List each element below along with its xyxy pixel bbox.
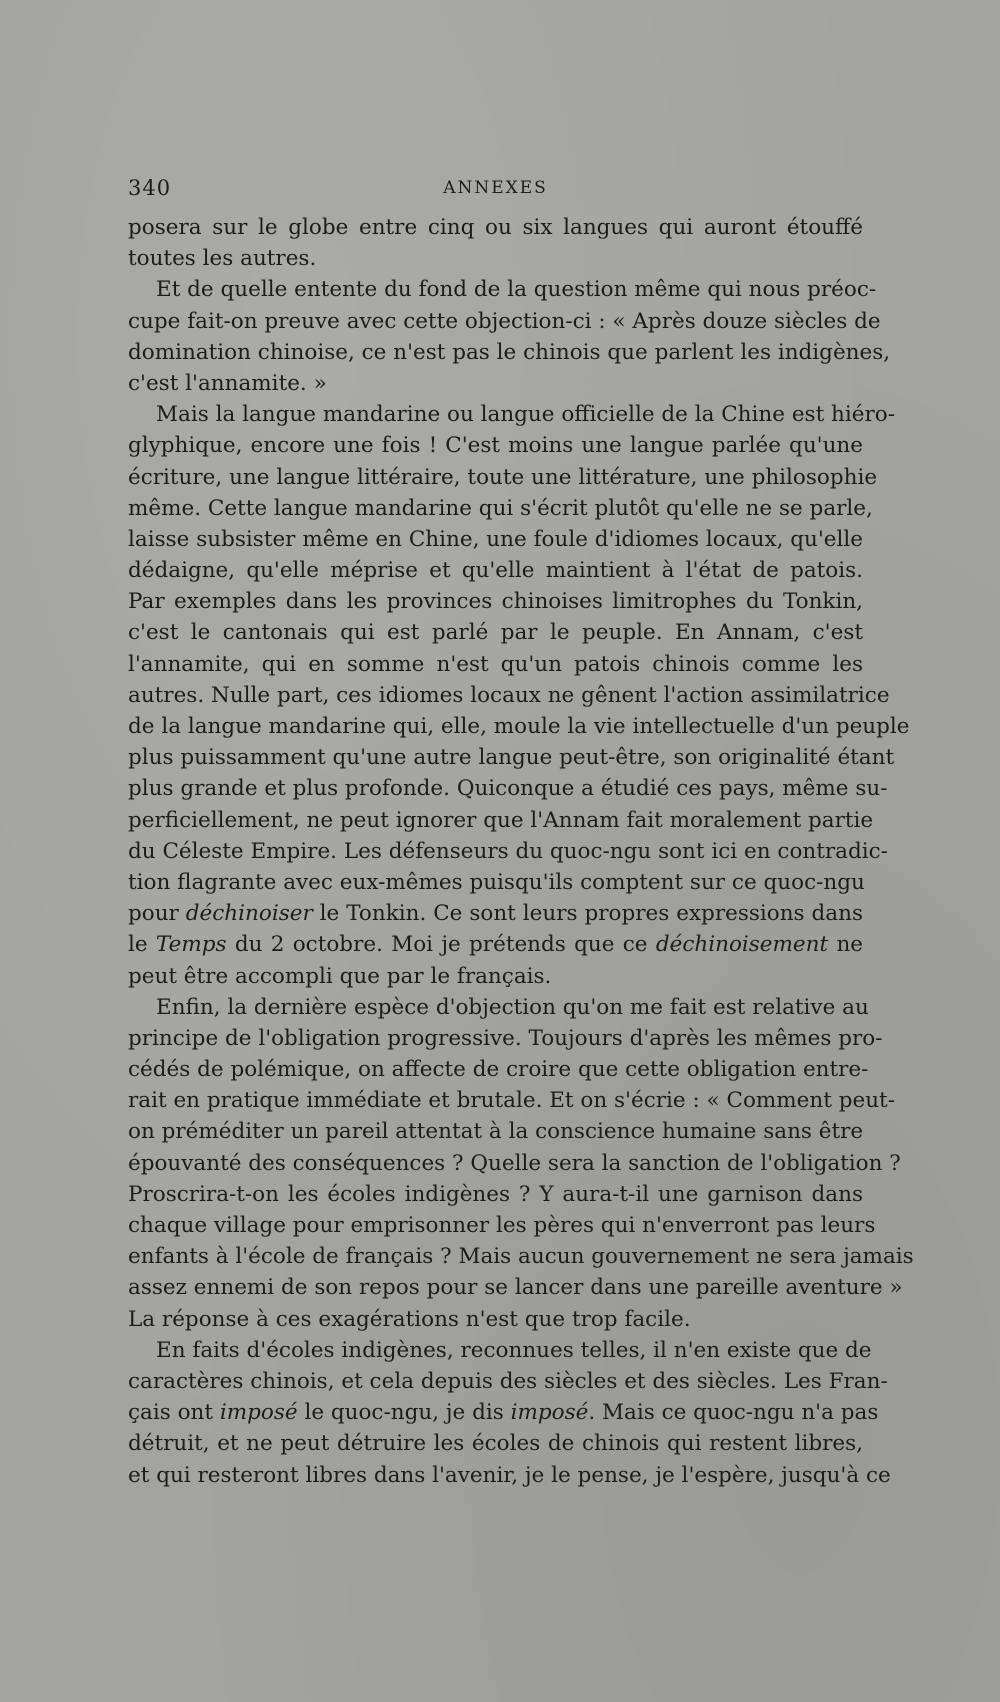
page-header — [128, 176, 863, 206]
text-line: toutes les autres. — [128, 246, 317, 272]
text-line: pour déchinoiser le Tonkin. Ce sont leurs propres expressions dans — [128, 901, 863, 927]
text-line: peut être accompli que par le français. — [128, 963, 552, 989]
text-line: c'est l'annamite. » — [128, 370, 327, 396]
text-line: caractères chinois, et cela depuis des siècles et des siècles. Les Fran- — [128, 1368, 888, 1394]
text-line: laisse subsister même en Chine, une foule d'idiomes locaux, qu'elle — [128, 526, 863, 552]
text-line: c'est le cantonais qui est parlé par le peuple. En Annam, c'est — [128, 620, 863, 646]
text-line: du Céleste Empire. Les défenseurs du quoc-ngu sont ici en contradic- — [128, 838, 888, 864]
text-line: et qui resteront libres dans l'avenir, je le pense, je l'espère, jusqu'à ce — [128, 1462, 891, 1488]
text-line: glyphique, encore une fois ! C'est moins une langue parlée qu'une — [128, 433, 863, 459]
italic-term: déchinoisement — [655, 932, 829, 958]
text-line: plus grande et plus profonde. Quiconque a étudié ces pays, même su- — [128, 776, 888, 802]
italic-term: imposé — [510, 1400, 589, 1426]
text-line: posera sur le globe entre cinq ou six langues qui auront étouffé — [128, 215, 863, 240]
text-line: enfants à l'école de français ? Mais aucun gouvernement ne sera jamais — [128, 1244, 914, 1270]
text-line: plus puissamment qu'une autre langue peut-être, son originalité étant — [128, 745, 895, 771]
italic-term: déchinoiser — [185, 901, 313, 927]
text-line: épouvanté des conséquences ? Quelle sera la sanction de l'obligation ? — [128, 1150, 901, 1176]
text-line: çais ont imposé le quoc-ngu, je dis imposé. Mais ce quoc-ngu n'a pas — [128, 1400, 879, 1426]
text-line: domination chinoise, ce n'est pas le chinois que parlent les indigènes, — [128, 339, 891, 365]
text-line: Mais la langue mandarine ou langue officielle de la Chine est hiéro- — [156, 402, 895, 428]
body-text — [128, 212, 914, 1491]
text-line: de la langue mandarine qui, elle, moule la vie intellectuelle d'un peuple — [128, 714, 910, 739]
text-line: le Temps du 2 octobre. Moi je prétends que ce déchinoisement ne — [128, 932, 864, 958]
running-head: ANNEXES — [443, 178, 548, 198]
text-line: écriture, une langue littéraire, toute une littérature, une philosophie — [128, 464, 878, 490]
text-line: cupe fait-on preuve avec cette objection-ci : « Après douze siècles de — [128, 308, 881, 334]
text-line: détruit, et ne peut détruire les écoles de chinois qui restent libres, — [128, 1431, 863, 1457]
page-number: 340 — [128, 176, 172, 200]
text-line: La réponse à ces exagérations n'est que trop facile. — [128, 1306, 691, 1332]
text-line: cédés de polémique, on affecte de croire que cette obligation entre- — [128, 1057, 869, 1083]
text-line: Et de quelle entente du fond de la question même qui nous préoc- — [156, 277, 877, 303]
text-line: chaque village pour emprisonner les pères qui n'enverront pas leurs — [128, 1213, 876, 1238]
text-line: Proscrira-t-on les écoles indigènes ? Y aura-t-il une garnison dans — [128, 1181, 863, 1207]
text-line: dédaigne, qu'elle méprise et qu'elle maintient à l'état de patois. — [128, 558, 863, 584]
text-line: assez ennemi de son repos pour se lancer dans une pareille aventure » — [128, 1275, 903, 1301]
text-line: même. Cette langue mandarine qui s'écrit plutôt qu'elle ne se parle, — [128, 495, 873, 521]
text-line: autres. Nulle part, ces idiomes locaux ne gênent l'action assimilatrice — [128, 682, 890, 708]
text-line: on préméditer un pareil attentat à la conscience humaine sans être — [128, 1119, 864, 1145]
text-line: perficiellement, ne peut ignorer que l'Annam fait moralement partie — [128, 807, 874, 833]
text-line: principe de l'obligation progressive. Toujours d'après les mêmes pro- — [128, 1025, 883, 1051]
italic-term: imposé — [219, 1400, 298, 1426]
text-line: Enfin, la dernière espèce d'objection qu'on me fait est relative au — [156, 994, 869, 1020]
text-line: rait en pratique immédiate et brutale. Et on s'écrie : « Comment peut- — [128, 1088, 895, 1114]
text-line: En faits d'écoles indigènes, reconnues telles, il n'en existe que de — [156, 1337, 872, 1363]
text-line: tion flagrante avec eux-mêmes puisqu'ils comptent sur ce quoc-ngu — [128, 869, 865, 895]
text-line: l'annamite, qui en somme n'est qu'un patois chinois comme les — [128, 651, 863, 677]
italic-term: Temps — [155, 932, 227, 958]
text-line: Par exemples dans les provinces chinoises limitrophes du Tonkin, — [128, 589, 863, 615]
